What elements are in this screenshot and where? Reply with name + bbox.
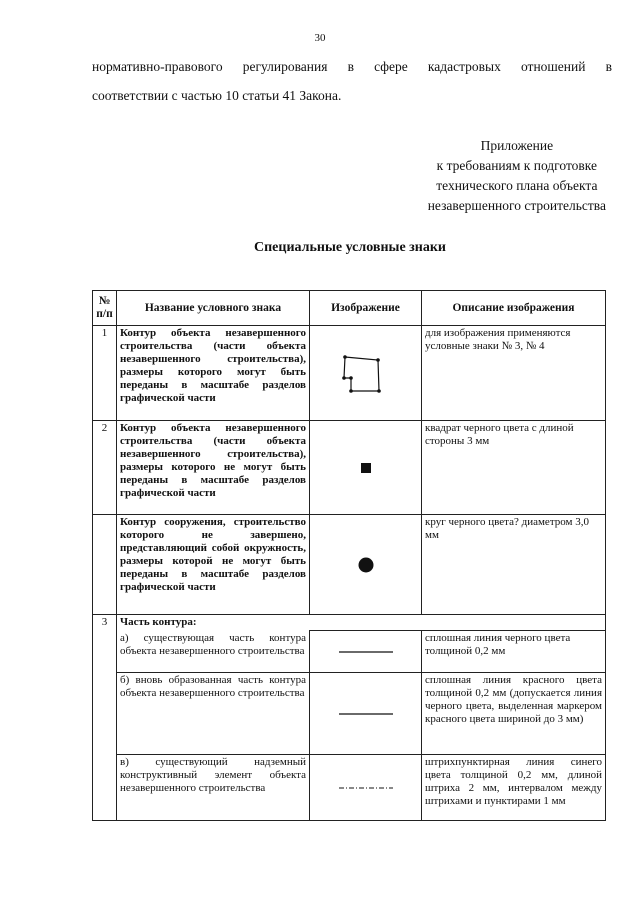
row-heading: Часть контура: (117, 615, 606, 631)
symbols-table (92, 290, 606, 821)
row-image (310, 755, 422, 821)
table-row (93, 326, 606, 421)
row-description: для изображения применяются условные знаки № 3, № 4 (422, 326, 606, 421)
row-image (310, 515, 422, 615)
subrow-name: а) существующая часть контура объекта незавершенного строительства (117, 631, 310, 673)
black-circle-icon (356, 555, 376, 575)
appendix-line: незавершенного строительства (427, 198, 606, 213)
intro-line-1: нормативно-правового регулирования в сфере кадастровых отношений в (92, 59, 612, 74)
header-name: Название условного знака (117, 291, 310, 326)
table-row (93, 515, 606, 615)
dash-dot-line-icon (338, 785, 394, 791)
appendix-line: Приложение (480, 138, 554, 153)
row-image (310, 326, 422, 421)
appendix-block (428, 136, 606, 216)
subrow-description: сплошная линия красного цвета толщиной 0,2 мм (допускается линия черного цвета, выделенная маркером красного цвета шириной до 3 мм) (422, 673, 606, 755)
row-name: Контур сооружения, строительство которого не завершено, представляющий собой окружность, размеры которой не могут быть переданы в масштабе разделов графической части (117, 515, 310, 615)
black-square-icon (359, 461, 373, 475)
table-header-row (93, 291, 606, 326)
row-image (310, 631, 422, 673)
subrow-name: б) вновь образованная часть контура объекта незавершенного строительства (117, 673, 310, 755)
header-description: Описание изображения (422, 291, 606, 326)
row-num: 1 (93, 326, 117, 421)
solid-black-line-icon (338, 649, 394, 655)
header-num: № п/п (93, 291, 117, 326)
page-number: 30 (314, 32, 326, 44)
row-description: круг черного цвета? диаметром 3,0 мм (422, 515, 606, 615)
appendix-line: технического плана объекта (436, 178, 598, 193)
subrow-description: штрихпунктирная линия синего цвета толщиной 0,2 мм, длиной штриха 2 мм, интервалом между штрихами и пунктирами 1 мм (422, 755, 606, 821)
table-row (93, 421, 606, 515)
solid-red-line-icon (338, 711, 394, 717)
contour-polygon-icon (331, 349, 401, 397)
table-row (93, 755, 606, 821)
row-num (93, 515, 117, 615)
row-image (310, 421, 422, 515)
appendix-line: к требованиям к подготовке (436, 158, 598, 173)
subrow-description: сплошная линия черного цвета толщиной 0,2 мм (422, 631, 606, 673)
table-row (93, 631, 606, 673)
table-row (93, 673, 606, 755)
intro-line-2: соответствии с частью 10 статьи 41 Закона. (92, 88, 342, 103)
row-name: Контур объекта незавершенного строительства (части объекта незавершенного строительства), размеры которого могут быть переданы в масштабе разделов графической части (117, 326, 310, 421)
row-name: Контур объекта незавершенного строительства (части объекта незавершенного строительства), размеры которого не могут быть переданы в масштабе разделов графической части (117, 421, 310, 515)
row-num: 3 (93, 615, 117, 821)
row-image (310, 673, 422, 755)
header-image: Изображение (310, 291, 422, 326)
table-row (93, 615, 606, 631)
row-num: 2 (93, 421, 117, 515)
page-title: Специальные условные знаки (253, 240, 446, 255)
subrow-name: в) существующий надземный конструктивный элемент объекта незавершенного строительства (117, 755, 310, 821)
row-description: квадрат черного цвета с длиной стороны 3 мм (422, 421, 606, 515)
